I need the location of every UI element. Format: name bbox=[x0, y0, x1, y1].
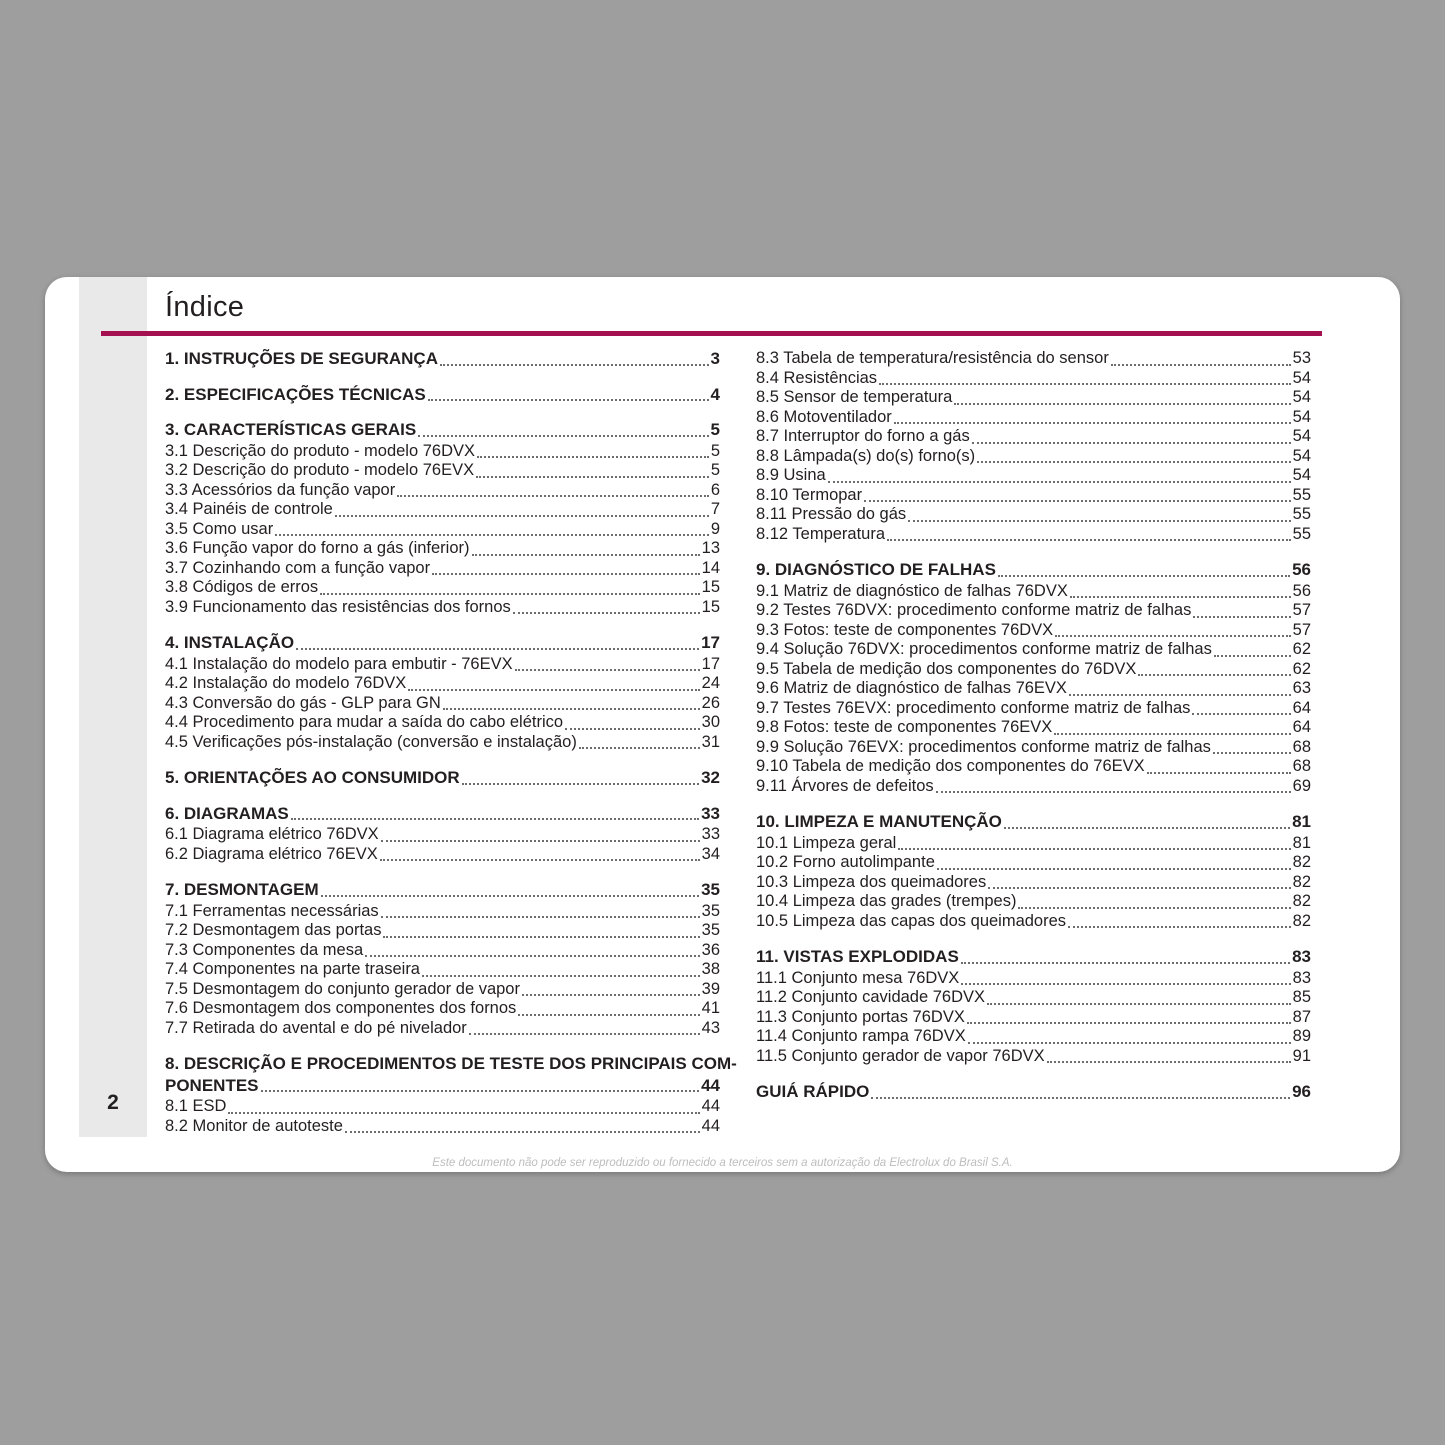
toc-entry-leader bbox=[320, 592, 699, 595]
toc-entry-page: 62 bbox=[1292, 659, 1311, 678]
toc-entry[interactable] bbox=[165, 520, 720, 540]
toc-entry-leader bbox=[1193, 615, 1290, 618]
toc-entry-leader bbox=[365, 954, 700, 957]
toc-entry-leader bbox=[513, 611, 700, 614]
toc-entry-label: 11.2 Conjunto cavidade 76DVX bbox=[756, 988, 986, 1006]
toc-entry-label: 9.9 Solução 76EVX: procedimentos conforme matriz de falhas bbox=[756, 737, 1211, 756]
toc-entry-leader bbox=[936, 790, 1291, 793]
toc-entry-leader bbox=[515, 668, 700, 671]
toc-entry[interactable] bbox=[756, 447, 1311, 467]
toc-entry-label: 9.7 Testes 76EVX: procedimento conforme matriz de falhas bbox=[756, 698, 1191, 717]
toc-entry-leader bbox=[894, 421, 1291, 424]
toc-entry[interactable] bbox=[165, 845, 720, 865]
toc-entry-label: 2. ESPECIFICAÇÕES TÉCNICAS bbox=[165, 384, 426, 404]
toc-entry-leader bbox=[1070, 595, 1291, 598]
toc-entry-leader bbox=[469, 1032, 700, 1035]
toc-entry-label: 10.3 Limpeza dos queimadores bbox=[756, 872, 987, 891]
toc-entry-leader bbox=[477, 455, 709, 458]
toc-entry-leader bbox=[1068, 925, 1291, 928]
toc-entry[interactable] bbox=[756, 834, 1311, 854]
toc-entry-label: 4.3 Conversão do gás - GLP para GN bbox=[165, 693, 441, 712]
toc-entry-page: 68 bbox=[1292, 737, 1311, 756]
toc-entry-leader bbox=[472, 553, 700, 556]
toc-entry-leader bbox=[871, 1096, 1290, 1099]
toc-entry[interactable] bbox=[165, 1019, 720, 1039]
toc-entry[interactable] bbox=[165, 1076, 720, 1096]
toc-entry-label: 3.3 Acessórios da função vapor bbox=[165, 480, 396, 499]
toc-entry[interactable] bbox=[756, 1008, 1311, 1028]
toc-entry[interactable] bbox=[165, 980, 720, 1000]
toc-entry[interactable] bbox=[756, 486, 1311, 506]
toc-entry-label: 9. DIAGNÓSTICO DE FALHAS bbox=[756, 560, 996, 579]
toc-entry-leader bbox=[1055, 634, 1290, 637]
toc-entry-leader bbox=[908, 519, 1291, 522]
toc-entry-leader bbox=[408, 688, 699, 691]
toc-entry-label: 3.9 Funcionamento das resistências dos fornos bbox=[165, 597, 511, 616]
toc-entry-page: 54 bbox=[1292, 466, 1311, 484]
toc-entry-page: 7 bbox=[710, 500, 720, 518]
toc-entry[interactable] bbox=[165, 500, 720, 520]
toc-entry-leader bbox=[296, 647, 699, 650]
toc-entry-page: 44 bbox=[701, 1097, 720, 1115]
toc-entry-leader bbox=[1004, 826, 1290, 829]
toc-entry[interactable] bbox=[756, 525, 1311, 545]
toc-entry-page: 82 bbox=[1292, 853, 1311, 871]
toc-entry-label: 9.2 Testes 76DVX: procedimento conforme matriz de falhas bbox=[756, 601, 1192, 619]
toc-entry[interactable] bbox=[165, 420, 720, 440]
toc-entry-label: 6.2 Diagrama elétrico 76EVX bbox=[165, 844, 378, 863]
toc-entry[interactable] bbox=[165, 768, 720, 788]
page-number: 2 bbox=[107, 1091, 119, 1114]
toc-entry-page: 64 bbox=[1292, 698, 1311, 717]
toc-entry-page: 63 bbox=[1292, 679, 1311, 697]
toc-entry-label: GUIÁ RÁPIDO bbox=[756, 1082, 870, 1101]
toc-entry[interactable] bbox=[756, 873, 1311, 893]
toc-entry-label: 7.3 Componentes da mesa bbox=[165, 940, 364, 959]
toc-entry-page: 3 bbox=[710, 349, 720, 368]
toc-entry-label: 9.6 Matriz de diagnóstico de falhas 76EVX bbox=[756, 679, 1067, 697]
toc-entry-leader bbox=[977, 460, 1290, 463]
toc-entry[interactable] bbox=[165, 902, 720, 922]
toc-entry-label: 3.6 Função vapor do forno a gás (inferior) bbox=[165, 539, 470, 557]
toc-entry-leader bbox=[432, 572, 700, 575]
toc-entry[interactable] bbox=[165, 633, 720, 653]
toc-entry[interactable] bbox=[165, 880, 720, 900]
toc-entry-page: 54 bbox=[1292, 407, 1311, 426]
toc-entry-leader bbox=[428, 398, 709, 401]
toc-entry[interactable] bbox=[756, 1082, 1311, 1102]
toc-entry-leader bbox=[1192, 712, 1290, 715]
toc-entry[interactable] bbox=[756, 388, 1311, 408]
toc-entry[interactable] bbox=[165, 578, 720, 598]
toc-entry-leader bbox=[967, 1021, 1291, 1024]
toc-entry-label: 11.1 Conjunto mesa 76DVX bbox=[756, 968, 960, 987]
toc-entry-leader bbox=[275, 533, 709, 536]
toc-entry[interactable] bbox=[756, 466, 1311, 486]
toc-entry[interactable] bbox=[756, 738, 1311, 758]
toc-entry[interactable] bbox=[756, 408, 1311, 428]
toc-entry-page: 15 bbox=[701, 578, 720, 596]
toc-entry-label: 7. DESMONTAGEM bbox=[165, 880, 319, 899]
toc-entry-page: 83 bbox=[1292, 947, 1311, 966]
title-rule bbox=[101, 331, 1322, 336]
toc-entry-page: 14 bbox=[701, 558, 720, 577]
toc-entry[interactable] bbox=[756, 369, 1311, 389]
toc-entry-leader bbox=[565, 727, 700, 730]
toc-entry-page: 54 bbox=[1292, 427, 1311, 445]
toc-entry-label: 11.5 Conjunto gerador de vapor 76DVX bbox=[756, 1046, 1045, 1065]
toc-entry[interactable] bbox=[165, 442, 720, 462]
toc-entry-page: 24 bbox=[701, 674, 720, 692]
toc-entry-page: 85 bbox=[1292, 988, 1311, 1006]
toc-entry-page: 33 bbox=[701, 803, 720, 823]
toc-entry-leader bbox=[828, 480, 1291, 483]
toc-entry-page: 82 bbox=[1292, 872, 1311, 891]
toc-entry[interactable] bbox=[165, 921, 720, 941]
toc-entry-leader bbox=[345, 1130, 700, 1133]
toc-entry-label: 9.11 Árvores de defeitos bbox=[756, 776, 934, 795]
toc-entry-leader bbox=[462, 782, 699, 785]
toc-entry-leader bbox=[879, 382, 1291, 385]
toc-entry-leader bbox=[383, 935, 699, 938]
toc-entry-page: 81 bbox=[1292, 812, 1311, 831]
toc-entry-leader bbox=[381, 839, 700, 842]
toc-entry[interactable] bbox=[756, 349, 1311, 369]
toc-entry-label: 3. CARACTERÍSTICAS GERAIS bbox=[165, 420, 417, 439]
toc-entry-page: 54 bbox=[1292, 368, 1311, 387]
toc-entry-page: 44 bbox=[701, 1116, 720, 1135]
toc-entry[interactable] bbox=[165, 481, 720, 501]
toc-entry[interactable] bbox=[165, 1097, 720, 1117]
toc-entry-leader bbox=[443, 707, 700, 710]
toc-entry-label: 10. LIMPEZA E MANUTENÇÃO bbox=[756, 812, 1002, 831]
toc-entry[interactable] bbox=[165, 733, 720, 753]
toc-entry-label: 8. DESCRIÇÃO E PROCEDIMENTOS DE TESTE DOS PRINCIPAIS COM- bbox=[165, 1054, 737, 1073]
toc-entry-leader bbox=[1069, 693, 1291, 696]
toc-entry-page: 5 bbox=[710, 461, 720, 479]
toc-entry[interactable] bbox=[756, 777, 1311, 797]
toc-entry-leader bbox=[422, 974, 700, 977]
toc-entry-page: 35 bbox=[701, 901, 720, 920]
toc-entry-leader bbox=[380, 858, 700, 861]
toc-entry-page: 33 bbox=[701, 825, 720, 843]
page-footer: Este documento não pode ser reproduzido ou fornecido a terceiros sem a autorização da Electrolux do Brasil S.A. bbox=[432, 1157, 1013, 1169]
toc-entry-page: 5 bbox=[710, 420, 720, 439]
toc-entry-page: 55 bbox=[1292, 485, 1311, 504]
toc-entry-label: 4. INSTALAÇÃO bbox=[165, 633, 295, 652]
toc-entry-page: 39 bbox=[701, 979, 720, 998]
toc-entry-leader bbox=[961, 982, 1290, 985]
toc-entry[interactable] bbox=[756, 601, 1311, 621]
toc-entry-label: 8.11 Pressão do gás bbox=[756, 505, 907, 523]
toc-entry[interactable] bbox=[756, 660, 1311, 680]
toc-entry-leader bbox=[440, 363, 709, 366]
toc-entry-label: 3.5 Como usar bbox=[165, 519, 274, 538]
toc-entry-leader bbox=[476, 475, 709, 478]
toc-entry[interactable] bbox=[756, 812, 1311, 832]
toc-entry[interactable] bbox=[165, 941, 720, 961]
toc-entry[interactable] bbox=[165, 559, 720, 579]
toc-entry-page: 13 bbox=[701, 539, 720, 557]
toc-entry-label: 4.2 Instalação do modelo 76DVX bbox=[165, 674, 407, 692]
toc-entry-page: 91 bbox=[1292, 1046, 1311, 1065]
toc-entry-page: 62 bbox=[1292, 640, 1311, 658]
toc-entry-leader bbox=[1054, 732, 1290, 735]
toc-entry-page: 31 bbox=[701, 732, 720, 751]
toc-entry-label: 7.6 Desmontagem dos componentes dos fornos bbox=[165, 999, 517, 1017]
toc-entry-leader bbox=[972, 441, 1291, 444]
toc-entry-page: 35 bbox=[701, 880, 720, 899]
toc-entry-page: 17 bbox=[701, 633, 720, 652]
toc-entry-leader bbox=[228, 1111, 699, 1114]
toc-entry[interactable] bbox=[165, 674, 720, 694]
toc-entry-label: 11. VISTAS EXPLODIDAS bbox=[756, 947, 959, 966]
toc-entry-page: 96 bbox=[1292, 1082, 1311, 1101]
toc-entry[interactable] bbox=[165, 804, 720, 824]
toc-entry-page: 41 bbox=[701, 999, 720, 1017]
toc-entry[interactable] bbox=[756, 582, 1311, 602]
toc-entry-page: 43 bbox=[701, 1018, 720, 1037]
toc-entry-leader bbox=[998, 574, 1290, 577]
toc-entry-page: 89 bbox=[1292, 1027, 1311, 1045]
toc-entry-page: 9 bbox=[710, 519, 720, 538]
toc-entry[interactable] bbox=[165, 385, 720, 405]
toc-entry-label: 3.7 Cozinhando com a função vapor bbox=[165, 558, 431, 577]
toc-entry[interactable] bbox=[165, 349, 720, 369]
toc-entry-leader bbox=[579, 746, 700, 749]
toc-entry-label: 6. DIAGRAMAS bbox=[165, 803, 289, 823]
toc-entry[interactable] bbox=[756, 505, 1311, 525]
toc-entry-page: 81 bbox=[1292, 833, 1311, 852]
toc-entry-label: 7.5 Desmontagem do conjunto gerador de vapor bbox=[165, 979, 520, 998]
toc-entry-leader bbox=[961, 961, 1290, 964]
toc-entry-leader bbox=[381, 915, 700, 918]
toc-entry-page: 68 bbox=[1292, 757, 1311, 775]
toc-entry-leader bbox=[898, 847, 1290, 850]
toc-entry-leader bbox=[518, 1013, 699, 1016]
toc-entry-label: 8.1 ESD bbox=[165, 1097, 227, 1115]
toc-entry[interactable] bbox=[165, 713, 720, 733]
toc-entry-leader bbox=[887, 538, 1291, 541]
toc-entry-leader bbox=[864, 499, 1291, 502]
toc-entry-leader bbox=[1138, 673, 1290, 676]
toc-entry-label: 8.8 Lâmpada(s) do(s) forno(s) bbox=[756, 446, 976, 465]
toc-entry-page: 55 bbox=[1292, 505, 1311, 523]
toc-entry[interactable] bbox=[756, 640, 1311, 660]
toc-entry-label: 10.2 Forno autolimpante bbox=[756, 853, 935, 871]
toc-entry-label: 9.3 Fotos: teste de componentes 76DVX bbox=[756, 620, 1054, 639]
toc-entry-leader bbox=[261, 1089, 700, 1092]
toc-entry[interactable] bbox=[756, 1047, 1311, 1067]
toc-entry-page: 57 bbox=[1292, 601, 1311, 619]
toc-entry-page: 57 bbox=[1292, 620, 1311, 639]
toc-entry-label: 8.5 Sensor de temperatura bbox=[756, 388, 953, 406]
toc-entry[interactable] bbox=[756, 1027, 1311, 1047]
toc-entry-label: 4.4 Procedimento para mudar a saída do cabo elétrico bbox=[165, 713, 564, 731]
toc-entry-label: 7.4 Componentes na parte traseira bbox=[165, 960, 420, 978]
toc-entry-label: 7.1 Ferramentas necessárias bbox=[165, 901, 379, 920]
toc-entry[interactable] bbox=[756, 912, 1311, 932]
toc-entry-leader bbox=[968, 1041, 1291, 1044]
toc-entry[interactable] bbox=[756, 757, 1311, 777]
toc-column-left bbox=[165, 349, 737, 1136]
toc-entry-leader bbox=[397, 494, 709, 497]
toc-entry-label: 10.5 Limpeza das capas dos queimadores bbox=[756, 911, 1067, 930]
toc-entry-page: 56 bbox=[1292, 581, 1311, 600]
page-title: Índice bbox=[165, 291, 245, 323]
toc-entry-page: 38 bbox=[701, 960, 720, 978]
toc-entry-label: 9.5 Tabela de medição dos componentes do 76DVX bbox=[756, 659, 1137, 678]
toc-entry-label: 9.4 Solução 76DVX: procedimentos conforme matriz de falhas bbox=[756, 640, 1212, 658]
toc-entry[interactable] bbox=[756, 969, 1311, 989]
toc-entry-label: 9.1 Matriz de diagnóstico de falhas 76DVX bbox=[756, 581, 1068, 600]
toc-entry[interactable] bbox=[165, 1054, 737, 1074]
toc-entry-page: 87 bbox=[1292, 1007, 1311, 1026]
toc-entry-label: 8.7 Interruptor do forno a gás bbox=[756, 427, 970, 445]
toc-entry[interactable] bbox=[756, 679, 1311, 699]
toc-entry-label: 3.4 Painéis de controle bbox=[165, 500, 333, 518]
toc-entry-page: 34 bbox=[701, 844, 720, 863]
toc-entry-leader bbox=[1214, 654, 1291, 657]
toc-entry-label: 4.5 Verificações pós-instalação (conversão e instalação) bbox=[165, 732, 577, 751]
toc-entry-page: 82 bbox=[1292, 892, 1311, 910]
toc-entry-leader bbox=[1213, 751, 1291, 754]
toc-entry[interactable] bbox=[756, 892, 1311, 912]
toc-entry-leader bbox=[987, 1002, 1291, 1005]
toc-entry-label: 8.2 Monitor de autoteste bbox=[165, 1116, 343, 1135]
toc-entry[interactable] bbox=[165, 461, 720, 481]
toc-entry[interactable] bbox=[165, 539, 720, 559]
toc-entry-page: 83 bbox=[1292, 968, 1311, 987]
toc-entry-label: 9.8 Fotos: teste de componentes 76EVX bbox=[756, 718, 1053, 736]
toc-entry[interactable] bbox=[756, 427, 1311, 447]
toc-entry-label: 3.8 Códigos de erros bbox=[165, 578, 319, 596]
toc-entry-leader bbox=[988, 886, 1290, 889]
toc-entry[interactable] bbox=[756, 988, 1311, 1008]
toc-entry-page: 30 bbox=[701, 713, 720, 731]
toc-entry-label: 8.9 Usina bbox=[756, 466, 826, 484]
toc-entry-leader bbox=[1018, 906, 1290, 909]
toc-entry-label: 7.7 Retirada do avental e do pé nivelador bbox=[165, 1018, 467, 1037]
toc-entry-page: 36 bbox=[701, 940, 720, 959]
toc-entry[interactable] bbox=[165, 999, 720, 1019]
toc-column-right bbox=[756, 349, 1311, 1104]
toc-entry-page: 56 bbox=[1292, 560, 1311, 579]
toc-entry-leader bbox=[335, 514, 709, 517]
toc-entry-label: PONENTES bbox=[165, 1075, 259, 1095]
toc-entry-label: 5. ORIENTAÇÕES AO CONSUMIDOR bbox=[165, 768, 460, 787]
toc-entry-label: 11.3 Conjunto portas 76DVX bbox=[756, 1007, 965, 1026]
toc-entry-page: 26 bbox=[701, 693, 720, 712]
toc-entry-leader bbox=[321, 894, 699, 897]
toc-entry-page: 54 bbox=[1292, 388, 1311, 406]
toc-entry-page: 64 bbox=[1292, 718, 1311, 736]
toc-entry[interactable] bbox=[756, 718, 1311, 738]
toc-entry-page: 4 bbox=[710, 384, 720, 404]
toc-entry[interactable] bbox=[756, 699, 1311, 719]
toc-entry-page: 35 bbox=[701, 921, 720, 939]
toc-entry-page: 82 bbox=[1292, 911, 1311, 930]
toc-entry-label: 8.12 Temperatura bbox=[756, 524, 886, 543]
toc-columns bbox=[101, 349, 1331, 1139]
toc-entry[interactable] bbox=[165, 598, 720, 618]
toc-entry-page: 32 bbox=[701, 768, 720, 787]
toc-entry[interactable] bbox=[165, 825, 720, 845]
toc-entry[interactable] bbox=[756, 560, 1311, 580]
toc-entry-leader bbox=[291, 817, 699, 820]
toc-entry-page: 44 bbox=[701, 1075, 720, 1095]
toc-entry[interactable] bbox=[756, 947, 1311, 967]
toc-entry-label: 3.1 Descrição do produto - modelo 76DVX bbox=[165, 441, 476, 460]
toc-entry[interactable] bbox=[165, 1117, 720, 1137]
toc-entry-label: 8.6 Motoventilador bbox=[756, 407, 892, 426]
toc-entry-label: 10.1 Limpeza geral bbox=[756, 833, 897, 852]
toc-entry-label: 4.1 Instalação do modelo para embutir - 76EVX bbox=[165, 654, 513, 673]
toc-entry-leader bbox=[1047, 1060, 1291, 1063]
toc-entry[interactable] bbox=[165, 694, 720, 714]
toc-entry-page: 54 bbox=[1292, 446, 1311, 465]
toc-entry-page: 17 bbox=[701, 654, 720, 673]
toc-entry-leader bbox=[1147, 771, 1291, 774]
toc-entry-leader bbox=[937, 867, 1291, 870]
toc-entry[interactable] bbox=[756, 853, 1311, 873]
toc-entry-leader bbox=[954, 402, 1290, 405]
toc-entry[interactable] bbox=[165, 960, 720, 980]
toc-entry-label: 8.3 Tabela de temperatura/resistência do sensor bbox=[756, 349, 1109, 367]
toc-entry-label: 1. INSTRUÇÕES DE SEGURANÇA bbox=[165, 349, 438, 368]
toc-entry[interactable] bbox=[756, 621, 1311, 641]
toc-entry-page: 6 bbox=[710, 480, 720, 499]
toc-entry-label: 7.2 Desmontagem das portas bbox=[165, 921, 382, 939]
toc-entry-leader bbox=[1111, 363, 1291, 366]
toc-entry-leader bbox=[418, 434, 708, 437]
toc-entry-page: 69 bbox=[1292, 776, 1311, 795]
toc-entry-label: 8.10 Termopar bbox=[756, 485, 863, 504]
toc-entry-page: 5 bbox=[710, 441, 720, 460]
toc-entry-page: 15 bbox=[701, 597, 720, 616]
toc-entry-label: 6.1 Diagrama elétrico 76DVX bbox=[165, 825, 379, 843]
toc-entry-label: 8.4 Resistências bbox=[756, 368, 878, 387]
toc-entry[interactable] bbox=[165, 655, 720, 675]
toc-entry-label: 3.2 Descrição do produto - modelo 76EVX bbox=[165, 461, 475, 479]
toc-entry-leader bbox=[522, 993, 700, 996]
toc-entry-page: 53 bbox=[1292, 349, 1311, 367]
document-page bbox=[45, 277, 1400, 1172]
toc-entry-label: 11.4 Conjunto rampa 76DVX bbox=[756, 1027, 966, 1045]
toc-entry-page: 55 bbox=[1292, 524, 1311, 543]
toc-entry-label: 9.10 Tabela de medição dos componentes do 76EVX bbox=[756, 757, 1145, 775]
toc-entry-label: 10.4 Limpeza das grades (trempes) bbox=[756, 892, 1017, 910]
